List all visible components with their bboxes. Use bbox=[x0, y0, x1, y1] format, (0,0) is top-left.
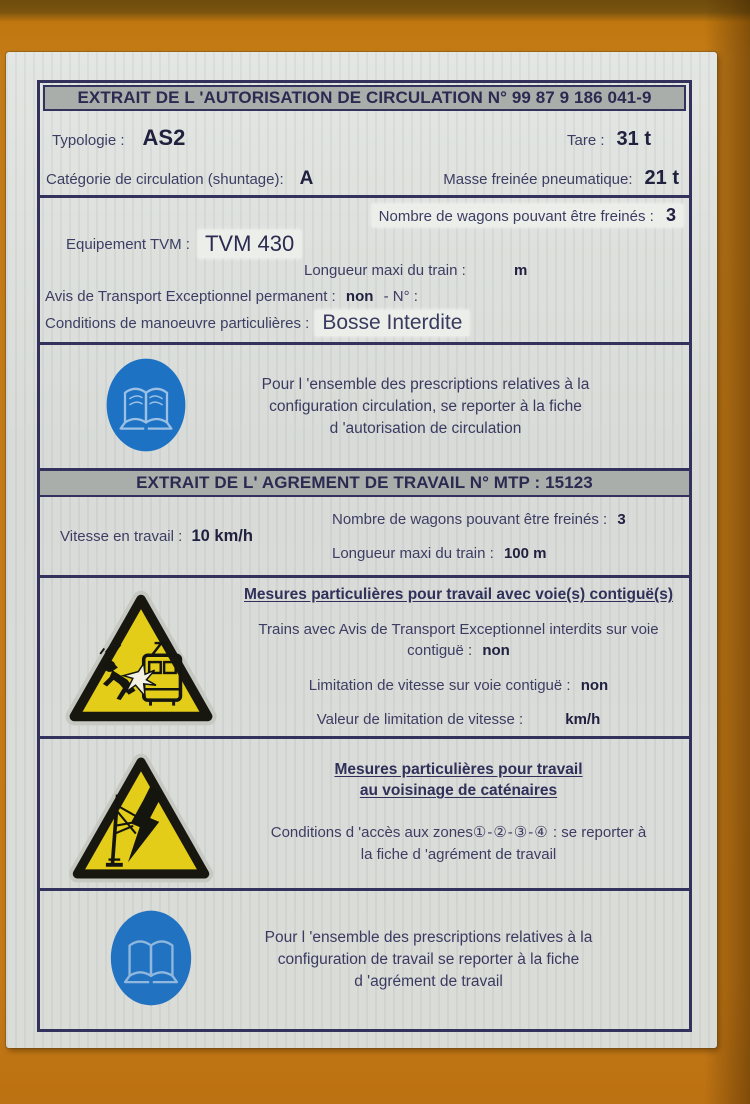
adjacent-track-title: Mesures particulières pour travail avec voie(s) contiguë(s) bbox=[244, 586, 673, 603]
travail-title: EXTRAIT DE L' AGREMENT DE TRAVAIL N° MTP : 15123 bbox=[136, 473, 593, 492]
zones-field bbox=[242, 822, 675, 866]
note-line: d 'agrément de travail bbox=[354, 973, 503, 990]
note-line: configuration circulation, se reporter à la fiche bbox=[269, 397, 582, 415]
catenary-section bbox=[40, 736, 689, 888]
adjacent-track-section bbox=[40, 575, 689, 736]
conditions-field bbox=[45, 310, 469, 336]
placard-frame bbox=[37, 80, 692, 1032]
avis-value: non bbox=[345, 288, 374, 305]
ate-value: non bbox=[482, 642, 510, 659]
tvm-label: Equipement TVM : bbox=[66, 235, 190, 253]
longueur-value: m bbox=[513, 262, 528, 279]
wagons-freines-field bbox=[372, 204, 683, 227]
travail-wagons-value: 3 bbox=[617, 511, 626, 528]
circulation-title: EXTRAIT DE L 'AUTORISATION DE CIRCULATION N° 99 87 9 186 041-9 bbox=[77, 88, 652, 107]
wagons-freines-label: Nombre de wagons pouvant être freinés : bbox=[378, 208, 654, 225]
categorie-label: Catégorie de circulation (shuntage): bbox=[46, 171, 284, 188]
travail-wagons-label: Nombre de wagons pouvant être freinés : bbox=[332, 511, 608, 528]
zones-prefix: Conditions d 'accès aux zones bbox=[270, 824, 473, 841]
travail-right-column bbox=[332, 497, 689, 575]
travail-limits-section bbox=[40, 497, 689, 575]
limitation-field bbox=[242, 677, 675, 694]
valeur-limitation-value: km/h bbox=[565, 711, 601, 728]
limitation-label: Limitation de vitesse sur voie contiguë : bbox=[308, 677, 571, 694]
circulation-header bbox=[43, 85, 686, 111]
ate-field bbox=[242, 619, 675, 661]
tare-label: Tare : bbox=[567, 132, 605, 149]
book-icon bbox=[106, 908, 196, 1012]
masse-value: 21 t bbox=[644, 167, 679, 189]
train-collision-warning-icon bbox=[40, 578, 242, 736]
masse-label: Masse freinée pneumatique: bbox=[443, 171, 633, 188]
identity-section bbox=[40, 113, 689, 195]
conditions-label: Conditions de manoeuvre particulières : bbox=[45, 314, 310, 332]
travail-longueur-value: 100 m bbox=[503, 545, 547, 562]
zones-suffix: : se reporter à bbox=[548, 824, 647, 841]
valeur-limitation-label: Valeur de limitation de vitesse : bbox=[316, 711, 524, 728]
longueur-field bbox=[304, 262, 527, 279]
note-line: Pour l 'ensemble des prescriptions relatives à la bbox=[264, 929, 593, 946]
circulation-note-section bbox=[40, 342, 689, 468]
placard-sticker bbox=[6, 52, 717, 1048]
limitation-value: non bbox=[580, 677, 609, 694]
conditions-value: Bosse Interdite bbox=[315, 310, 469, 336]
tare-value: 31 t bbox=[616, 128, 651, 150]
catenary-title-line1: Mesures particulières pour travail bbox=[334, 761, 583, 778]
masse-field bbox=[443, 167, 679, 190]
catenary-title-line2: au voisinage de caténaires bbox=[359, 782, 558, 799]
travail-wagons-field bbox=[332, 511, 689, 528]
zones-numbers: ①-②-③-④ bbox=[472, 824, 549, 841]
longueur-label: Longueur maxi du train : bbox=[304, 262, 466, 279]
tvm-field bbox=[66, 230, 301, 258]
avis-field bbox=[45, 288, 418, 305]
travail-header bbox=[40, 468, 689, 497]
categorie-field bbox=[46, 168, 313, 190]
note-line: configuration de travail se reporter à la fiche bbox=[277, 951, 580, 968]
vitesse-value: 10 km/h bbox=[191, 527, 253, 545]
vitesse-label: Vitesse en travail : bbox=[60, 528, 183, 545]
typologie-value: AS2 bbox=[142, 125, 186, 150]
travail-longueur-field bbox=[332, 545, 689, 562]
circulation-note bbox=[190, 374, 689, 440]
avis-suffix: - N° : bbox=[383, 288, 418, 305]
travail-note bbox=[196, 927, 689, 993]
ate-label: Trains avec Avis de Transport Exceptionnel interdits sur voie contiguë : bbox=[258, 621, 659, 659]
catenary-content bbox=[242, 739, 689, 888]
wagons-freines-value: 3 bbox=[665, 205, 676, 225]
adjacent-track-content bbox=[242, 578, 689, 736]
tare-field bbox=[567, 128, 651, 151]
typologie-label: Typologie : bbox=[52, 132, 125, 149]
categorie-value: A bbox=[299, 168, 314, 189]
travail-longueur-label: Longueur maxi du train : bbox=[332, 545, 494, 562]
note-line: Pour l 'ensemble des prescriptions relatives à la bbox=[261, 375, 590, 393]
travail-note-section bbox=[40, 888, 689, 1029]
tvm-value: TVM 430 bbox=[198, 230, 301, 258]
zones-line2: la fiche d 'agrément de travail bbox=[360, 845, 557, 863]
equipment-section bbox=[40, 195, 689, 342]
note-line: d 'autorisation de circulation bbox=[329, 419, 522, 437]
typologie-field bbox=[52, 125, 185, 151]
electrical-hazard-warning-icon bbox=[40, 739, 242, 888]
avis-label: Avis de Transport Exceptionnel permanent : bbox=[45, 288, 336, 305]
book-icon bbox=[102, 356, 190, 458]
vitesse-field bbox=[40, 497, 332, 575]
valeur-limitation-field bbox=[242, 711, 675, 728]
